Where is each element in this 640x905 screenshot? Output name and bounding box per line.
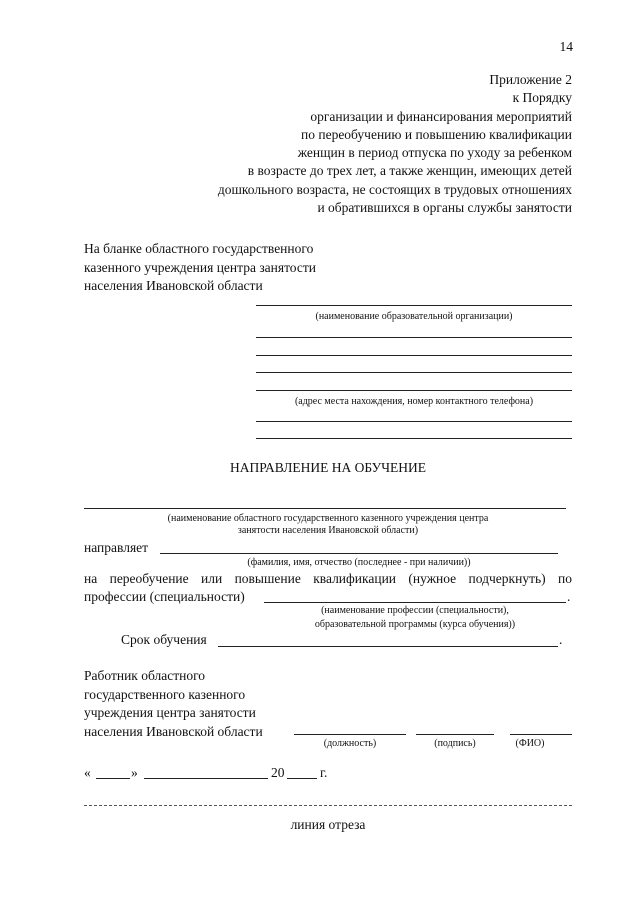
- date-close-quote: »: [131, 765, 138, 780]
- training-word: повышение: [234, 571, 301, 586]
- address-line: [256, 390, 572, 391]
- date-day-line: [96, 778, 130, 779]
- appendix-header: [218, 71, 572, 217]
- position-line: [294, 734, 406, 735]
- letterhead-line: казенного учреждения центра занятости: [84, 259, 317, 275]
- employee-line: населения Ивановской области: [84, 723, 263, 739]
- employee-block: [84, 667, 263, 741]
- training-type-line: [84, 572, 572, 586]
- training-word: (нужное: [408, 571, 457, 586]
- position-caption: (должность): [323, 738, 377, 749]
- recipient-line: [256, 421, 572, 422]
- org-name-line: [256, 305, 572, 306]
- profession-terminator: .: [567, 589, 571, 604]
- recipient-line: [256, 438, 572, 439]
- recipient-line: [256, 372, 572, 373]
- date-month-line: [144, 778, 268, 779]
- letterhead-line: На бланке областного государственного: [84, 241, 314, 256]
- letterhead-line: населения Ивановской области: [84, 278, 263, 293]
- appendix-line: по переобучению и повышению квалификации: [301, 126, 572, 142]
- term-line: [218, 646, 558, 647]
- letterhead-note: [84, 240, 316, 296]
- recipient-line: [256, 355, 572, 356]
- profession-caption: (наименование профессии (специальности),: [321, 605, 509, 616]
- appendix-line: дошкольного возраста, не состоящих в трудовых отношениях: [217, 181, 572, 197]
- institution-name-line: [84, 508, 566, 509]
- appendix-line: в возрасте до трех лет, а также женщин, имеющих детей: [247, 163, 572, 179]
- person-name-line: [160, 553, 558, 554]
- org-name-caption: (наименование образовательной организации): [315, 311, 513, 322]
- appendix-line: женщин в период отпуска по уходу за ребенком: [297, 145, 572, 161]
- document-title: НАПРАВЛЕНИЕ НА ОБУЧЕНИЕ: [229, 460, 426, 475]
- cut-line-label: линия отреза: [290, 817, 366, 832]
- training-word: переобучение: [109, 571, 189, 586]
- training-word: на: [84, 571, 98, 586]
- training-word: подчеркнуть): [468, 571, 546, 586]
- signature-caption: (подпись): [434, 738, 476, 749]
- appendix-line: организации и финансирования мероприятий: [310, 108, 572, 124]
- institution-caption: занятости населения Ивановской области): [237, 525, 419, 536]
- name-line: [510, 734, 572, 735]
- directs-label: направляет: [84, 540, 149, 555]
- institution-caption: (наименование областного государственного казенного учреждения центра: [167, 513, 489, 524]
- person-name-caption: (фамилия, имя, отчество (последнее - при наличии)): [247, 557, 471, 568]
- profession-line: [264, 602, 566, 603]
- employee-line: учреждения центра занятости: [84, 705, 256, 720]
- address-caption: (адрес места нахождения, номер контактного телефона): [294, 396, 534, 407]
- date-year-line: [287, 778, 317, 779]
- date-year-prefix: 20: [271, 765, 285, 780]
- cut-line: [84, 805, 572, 806]
- page-number: 14: [559, 39, 573, 54]
- term-terminator: .: [559, 632, 563, 647]
- date-open-quote: «: [84, 765, 91, 780]
- appendix-line: и обратившихся в органы службы занятости: [317, 200, 572, 216]
- name-caption: (ФИО): [515, 738, 545, 749]
- recipient-line: [256, 337, 572, 338]
- signature-line: [416, 734, 494, 735]
- profession-caption: образовательной программы (курса обучения)): [314, 619, 516, 630]
- employee-line: Работник областного: [84, 668, 206, 683]
- appendix-line: Приложение 2: [489, 72, 572, 87]
- appendix-line: к Порядку: [512, 90, 572, 106]
- training-word: по: [558, 571, 572, 586]
- profession-label: профессии (специальности): [84, 589, 245, 604]
- training-word: квалификации: [313, 571, 397, 586]
- date-year-suffix: г.: [320, 765, 328, 780]
- training-word: или: [201, 571, 223, 586]
- term-label: Срок обучения: [121, 632, 207, 647]
- employee-line: государственного казенного: [84, 686, 246, 702]
